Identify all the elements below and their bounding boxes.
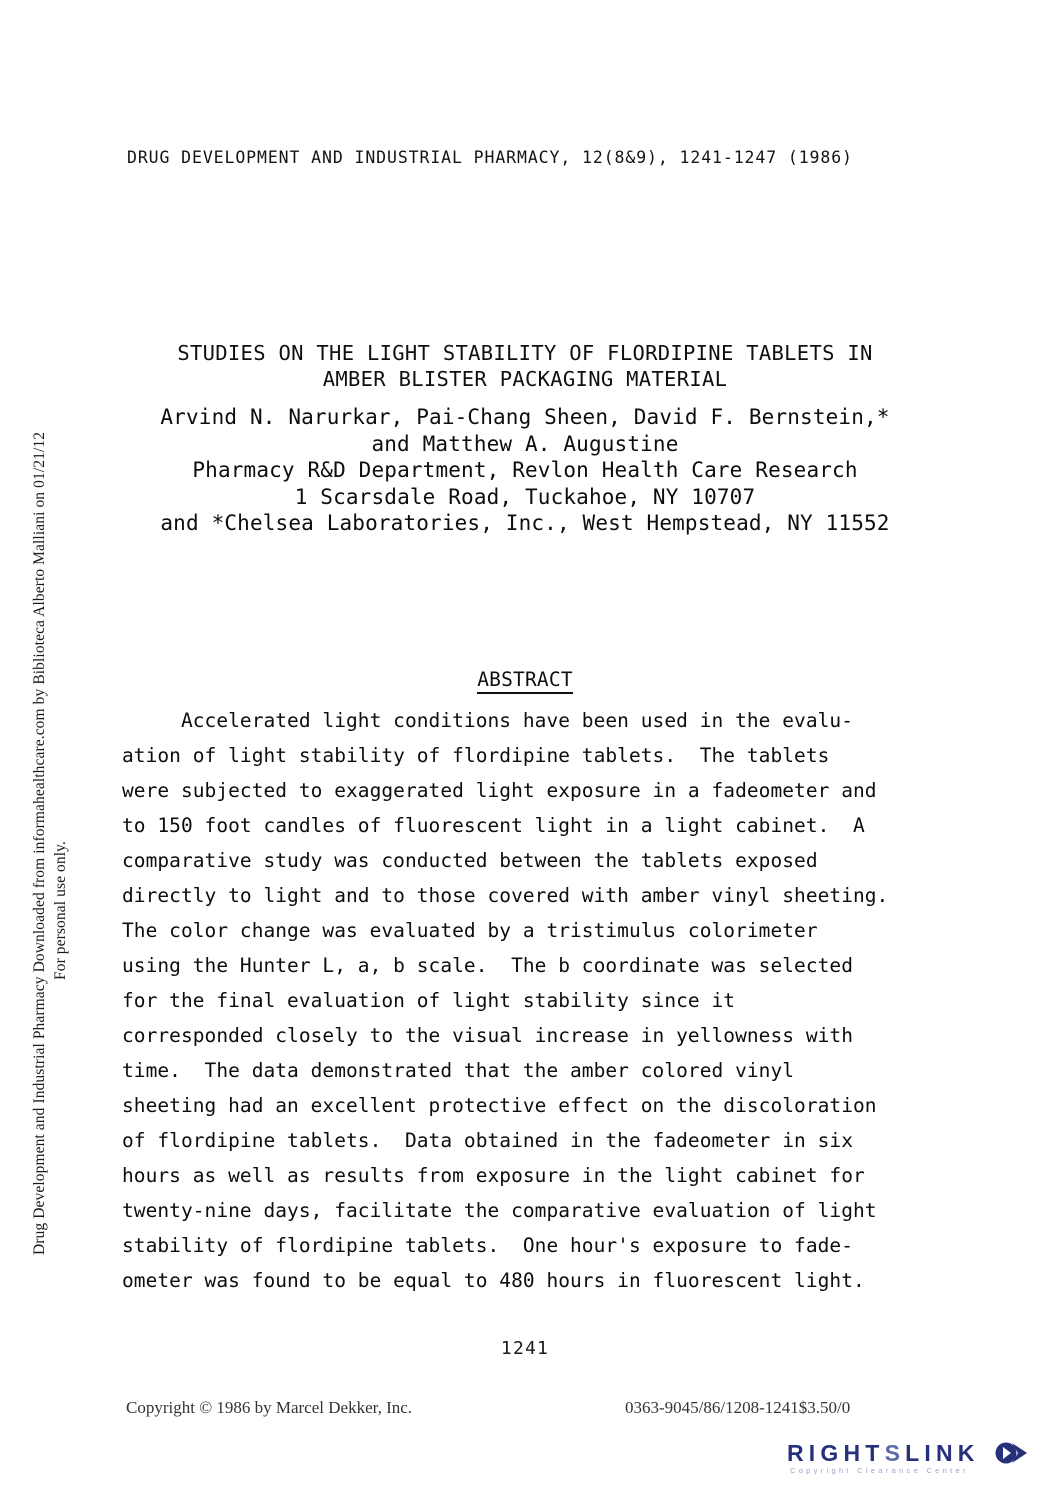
affiliation-line-1: Pharmacy R&D Department, Revlon Health Care Research — [192, 458, 858, 482]
affiliation-line-2: 1 Scarsdale Road, Tuckahoe, NY 10707 — [294, 484, 756, 509]
article-title-line-2: AMBER BLISTER PACKAGING MATERIAL — [322, 367, 728, 391]
rightslink-wordmark-tail: LINK — [905, 1440, 980, 1466]
article-title — [95, 340, 955, 392]
authors-line-2: and Matthew A. Augustine — [371, 431, 679, 456]
authors-line-1: Arvind N. Narurkar, Pai-Chang Sheen, David F. Bernstein,* — [160, 405, 890, 429]
abstract-line: stability of flordipine tablets. One hour's exposure to fade- — [122, 1234, 853, 1257]
abstract-line: comparative study was conducted between the tablets exposed — [122, 849, 818, 872]
abstract-line: to 150 foot candles of fluorescent light in a light cabinet. A — [122, 814, 865, 837]
authors-affiliations — [75, 404, 975, 537]
issn-code: 0363-9045/86/1208-1241$3.50/0 — [625, 1398, 851, 1417]
rightslink-logo[interactable] — [787, 1440, 1035, 1484]
abstract-heading-label: ABSTRACT — [477, 668, 573, 694]
abstract-line: twenty-nine days, facilitate the comparative evaluation of light — [122, 1199, 877, 1222]
abstract-line: Accelerated light conditions have been used in the evalu- — [122, 709, 853, 732]
abstract-line: were subjected to exaggerated light exposure in a fadeometer and — [122, 779, 877, 802]
abstract-line: sheeting had an excellent protective effect on the discoloration — [122, 1094, 877, 1117]
running-head: DRUG DEVELOPMENT AND INDUSTRIAL PHARMACY, 12(8&9), 1241-1247 (1986) — [127, 148, 853, 167]
download-stamp — [0, 0, 70, 1500]
abstract-line: directly to light and to those covered with amber vinyl sheeting. — [122, 884, 889, 907]
copyright-notice: Copyright © 1986 by Marcel Dekker, Inc. — [126, 1398, 413, 1417]
abstract-line: ometer was found to be equal to 480 hours in fluorescent light. — [122, 1269, 865, 1292]
article-title-line-1: STUDIES ON THE LIGHT STABILITY OF FLORDIPINE TABLETS IN — [177, 341, 873, 365]
abstract-line: corresponded closely to the visual increase in yellowness with — [122, 1024, 853, 1047]
rightslink-wordmark — [787, 1440, 980, 1467]
download-stamp-usage-line: For personal use only. — [52, 841, 69, 980]
abstract-line: hours as well as results from exposure in the light cabinet for — [122, 1164, 865, 1187]
abstract-line: using the Hunter L, a, b scale. The b coordinate was selected — [122, 954, 853, 977]
abstract-line: ation of light stability of flordipine tablets. The tablets — [122, 744, 830, 767]
affiliation-line-3: and *Chelsea Laboratories, Inc., West Hempstead, NY 11552 — [160, 511, 890, 535]
abstract-body — [122, 703, 922, 1298]
abstract-line: time. The data demonstrated that the amber colored vinyl — [122, 1059, 795, 1082]
rightslink-wordmark-main: RIGHT — [787, 1440, 885, 1466]
download-stamp-source-line: Drug Development and Industrial Pharmacy Downloaded from informahealthcare.com by Biblioteca Alberto Malliani on 01/21/12 — [31, 431, 48, 1255]
page-number: 1241 — [500, 1338, 550, 1359]
rightslink-wordmark-dim: S — [884, 1440, 906, 1466]
rightslink-tagline: Copyright Clearance Center — [790, 1466, 969, 1475]
abstract-line: The color change was evaluated by a tristimulus colorimeter — [122, 919, 818, 942]
abstract-line: for the final evaluation of light stability since it — [122, 989, 736, 1012]
abstract-line: of flordipine tablets. Data obtained in the fadeometer in six — [122, 1129, 853, 1152]
rightslink-arrow-icon — [994, 1441, 1030, 1465]
abstract-heading — [0, 668, 1050, 691]
